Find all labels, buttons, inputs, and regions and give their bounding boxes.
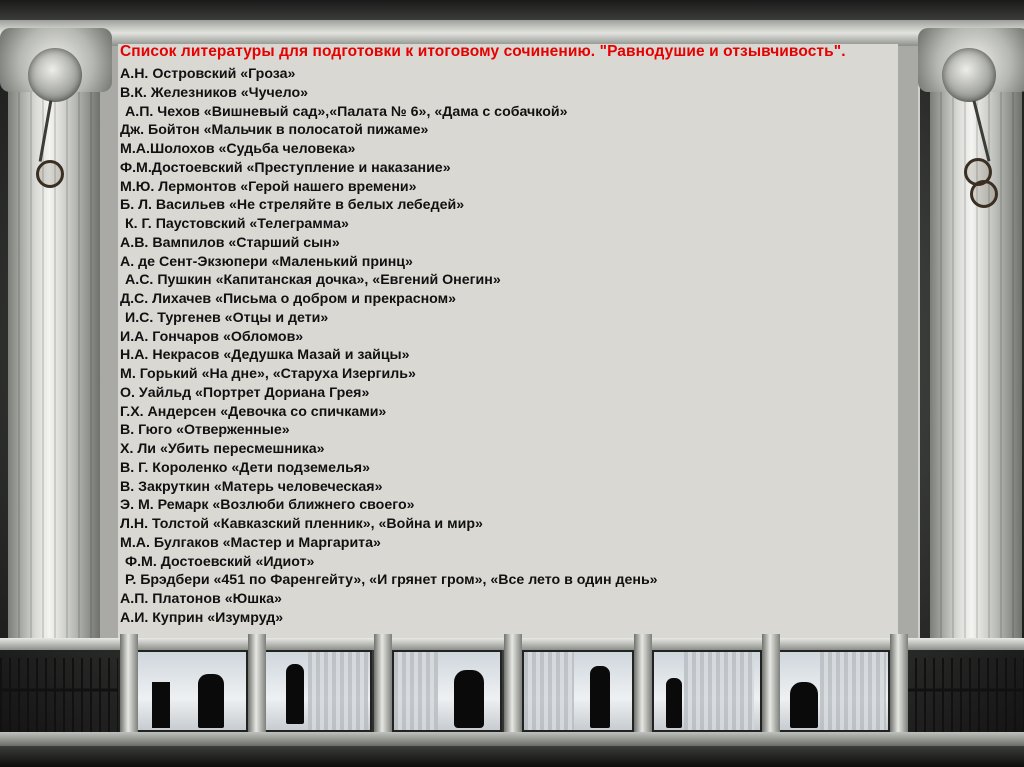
list-item: М.Ю. Лермонтов «Герой нашего времени» <box>120 178 417 195</box>
list-item: Х. Ли «Убить пересмешника» <box>120 441 325 457</box>
list-item: А.С. Пушкин «Капитанская дочка», «Евгений Онегин» <box>125 272 501 289</box>
list-item: А.П. Платонов «Юшка» <box>120 591 282 607</box>
list-item: Н.А. Некрасов «Дедушка Мазай и зайцы» <box>120 347 410 364</box>
list-item: А.П. Чехов «Вишневый сад»,«Палата № 6», «Дама с собачкой» <box>125 103 568 120</box>
list-item: В. Г. Короленко «Дети подземелья» <box>120 459 370 476</box>
window-4 <box>522 650 634 732</box>
curtain <box>394 652 438 730</box>
floor-shadow <box>0 746 1024 767</box>
curtain <box>308 652 368 730</box>
window-1 <box>136 650 248 732</box>
left-column <box>8 40 100 640</box>
curtain <box>524 652 574 730</box>
silhouette-figure-icon <box>666 678 682 728</box>
silhouette-figure-icon <box>286 664 304 724</box>
list-item: Ф.М.Достоевский «Преступление и наказание» <box>120 159 451 176</box>
slide-content <box>120 42 896 646</box>
list-item: М. Горький «На дне», «Старуха Изергиль» <box>120 366 416 382</box>
silhouette-furniture-icon <box>152 682 170 728</box>
list-item: М.А. Булгаков «Мастер и Маргарита» <box>120 534 381 551</box>
list-item: Дж. Бойтон «Мальчик в полосатой пижаме» <box>120 122 429 139</box>
iron-railing-left <box>0 658 118 734</box>
balcony-decoration <box>0 628 1024 767</box>
list-item: Р. Брэдбери «451 по Фаренгейту», «И грянет гром», «Все лето в один день» <box>125 572 658 589</box>
curtain <box>684 652 754 730</box>
window-3 <box>392 650 502 732</box>
curtain <box>820 652 886 730</box>
list-item: В. Закруткин «Матерь человеческая» <box>120 478 383 495</box>
silhouette-lady-icon <box>454 670 484 728</box>
list-item: В.К. Железников «Чучело» <box>120 84 309 101</box>
list-item: Д.С. Лихачев «Письма о добром и прекрасном» <box>120 291 457 307</box>
list-item: Г.Х. Андерсен «Девочка со спичками» <box>120 403 387 420</box>
iron-railing-right <box>906 658 1024 734</box>
balcony-floor <box>0 732 1024 746</box>
baluster-post <box>890 634 908 738</box>
list-item: Э. М. Ремарк «Возлюби ближнего своего» <box>120 497 415 514</box>
baluster-post <box>504 634 522 738</box>
baluster-post <box>374 634 392 738</box>
literature-list <box>120 65 896 628</box>
window-2 <box>262 650 372 732</box>
silhouette-figure-icon <box>790 682 818 728</box>
list-item: М.А.Шолохов «Судьба человека» <box>120 141 356 157</box>
list-item: Б. Л. Васильев «Не стреляйте в белых лебедей» <box>120 197 465 214</box>
list-item: К. Г. Паустовский «Телеграмма» <box>125 216 349 232</box>
baluster-post <box>762 634 780 738</box>
baluster-post <box>634 634 652 738</box>
baluster-post <box>120 634 138 738</box>
right-column <box>930 40 1022 640</box>
lion-head-right-icon <box>942 48 996 102</box>
window-5 <box>652 650 762 732</box>
list-item: Л.Н. Толстой «Кавказский пленник», «Война и мир» <box>120 516 483 532</box>
window-6 <box>778 650 890 732</box>
ring-left-icon <box>36 160 64 188</box>
list-item: О. Уайльд «Портрет Дориана Грея» <box>120 384 370 401</box>
ring-right-lower-icon <box>970 180 998 208</box>
list-item: Ф.М. Достоевский «Идиот» <box>125 553 315 570</box>
lion-head-left-icon <box>28 48 82 102</box>
list-item: И.С. Тургенев «Отцы и дети» <box>125 309 329 326</box>
silhouette-figure-icon <box>590 666 610 728</box>
list-item: В. Гюго «Отверженные» <box>120 422 290 439</box>
silhouette-figure-icon <box>198 674 224 728</box>
list-item: А.В. Вампилов «Старший сын» <box>120 234 340 251</box>
list-item: И.А. Гончаров «Обломов» <box>120 328 304 345</box>
list-item: А. де Сент-Экзюпери «Маленький принц» <box>120 253 413 270</box>
list-item: А.И. Куприн «Изумруд» <box>120 609 284 626</box>
slide-title: Список литературы для подготовки к итоговому сочинению. "Равнодушие и отзывчивость". <box>120 43 846 60</box>
list-item: А.Н. Островский «Гроза» <box>120 66 296 82</box>
baluster-post <box>248 634 266 738</box>
